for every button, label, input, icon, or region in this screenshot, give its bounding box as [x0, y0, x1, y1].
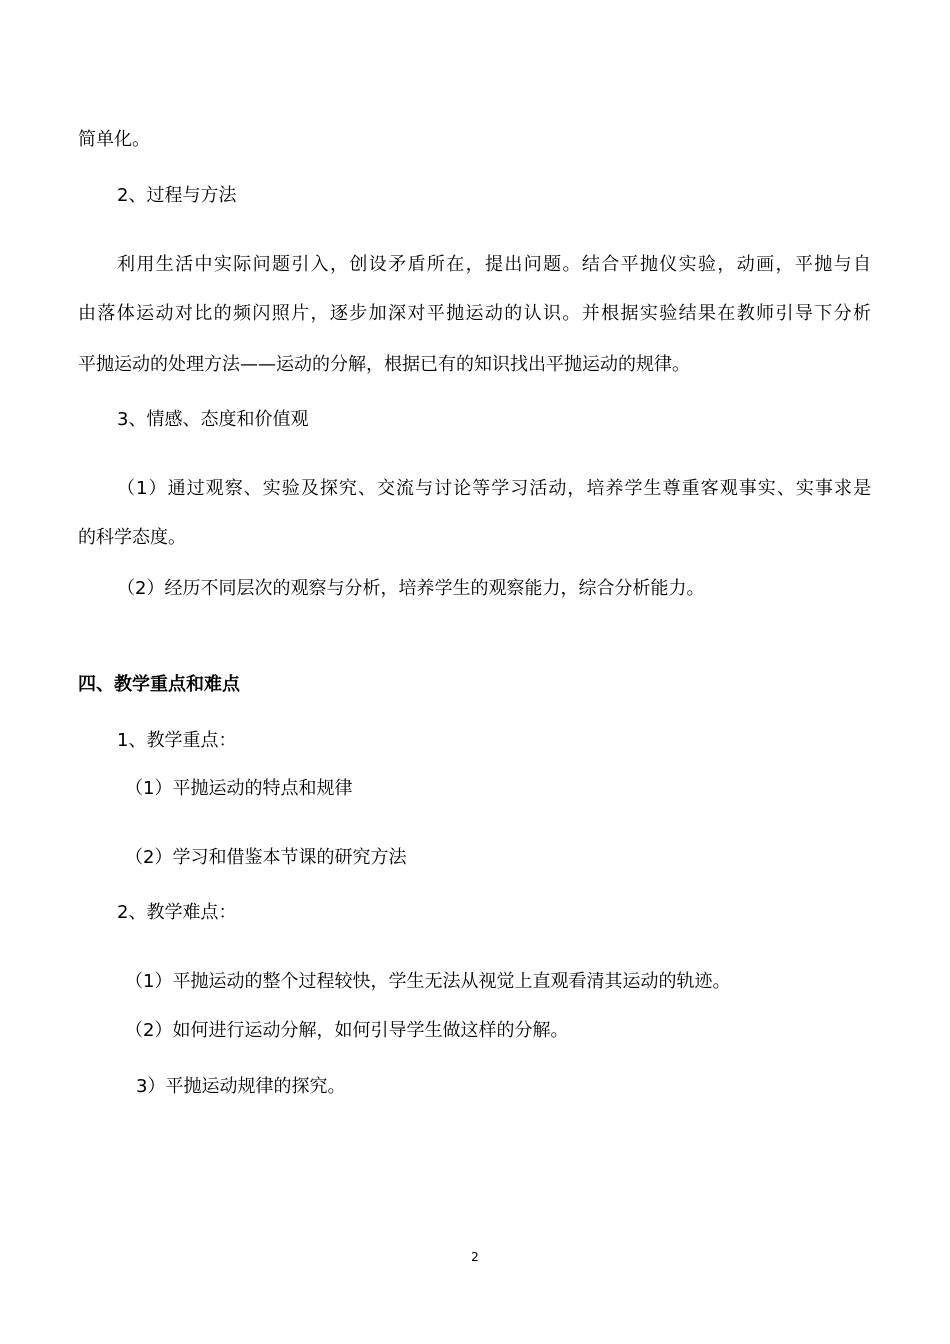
- paragraph-line: 由落体运动对比的频闪照片，逐步加深对平抛运动的认识。并根据实验结果在教师引导下分析: [78, 303, 871, 324]
- paragraph-line: 利用生活中实际问题引入，创设矛盾所在，提出问题。结合平抛仪实验，动画，平抛与自: [117, 254, 871, 275]
- section-heading-emotion-values: 3、情感、态度和价值观: [117, 409, 309, 430]
- list-item: （2）经历不同层次的观察与分析，培养学生的观察能力，综合分析能力。: [117, 578, 705, 599]
- list-item: 3）平抛运动规律的探究。: [136, 1076, 346, 1097]
- paragraph-continuation: 简单化。: [78, 129, 150, 150]
- section-heading-process-methods: 2、过程与方法: [117, 185, 237, 206]
- list-item-line: 的科学态度。: [78, 527, 186, 548]
- paragraph-line: 平抛运动的处理方法——运动的分解，根据已有的知识找出平抛运动的规律。: [78, 354, 690, 375]
- page-number: 2: [471, 1250, 479, 1264]
- list-item: （1）平抛运动的整个过程较快，学生无法从视觉上直观看清其运动的轨迹。: [125, 971, 731, 992]
- list-item: （1）平抛运动的特点和规律: [125, 778, 353, 799]
- subheading-teaching-difficulty: 2、教学难点：: [117, 902, 237, 923]
- list-item: （2）学习和借鉴本节课的研究方法: [125, 847, 407, 868]
- list-item: （2）如何进行运动分解，如何引导学生做这样的分解。: [125, 1020, 569, 1041]
- section-heading-key-points: 四、教学重点和难点: [78, 674, 240, 695]
- list-item-line: （1）通过观察、实验及探究、交流与讨论等学习活动，培养学生尊重客观事实、实事求是: [117, 478, 871, 499]
- subheading-teaching-focus: 1、教学重点：: [117, 730, 237, 751]
